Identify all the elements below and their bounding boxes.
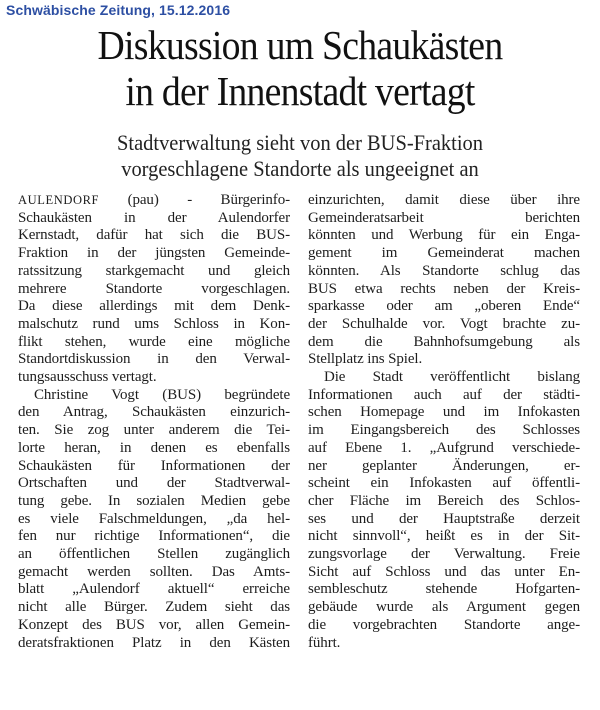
article-line: lorte heran, in denen es ebenfalls <box>18 439 290 456</box>
article-line: Gemeinderatsarbeit berichten <box>308 209 580 226</box>
article-line: schen Homepage und im Infokasten <box>308 404 580 421</box>
dateline: AULENDORF <box>18 193 100 207</box>
article-line: Da diese allerdings mit dem Denk- <box>18 298 290 315</box>
article-line: malschutz rund ums Schloss in Kon- <box>18 315 290 332</box>
article-line: gement im Gemeinderat machen <box>308 245 580 262</box>
article-line: die vorgebrachten Standorte ange- <box>308 616 580 633</box>
article-line: könnten. Als Standorte schlug das <box>308 262 580 279</box>
source-label: Schwäbische Zeitung, 15.12.2016 <box>6 2 231 18</box>
article-line: nicht alle Bürger. Zudem sieht das <box>18 599 290 616</box>
headline <box>24 22 576 114</box>
subheadline <box>21 130 579 182</box>
article-line: BUS etwa rechts neben der Kreis- <box>308 280 580 297</box>
article-line: Christine Vogt (BUS) begründete <box>34 386 290 403</box>
article-line: an öffentlichen Stellen zugänglich <box>18 546 290 563</box>
article-line: scheint ein Infokasten auf öffentli- <box>308 475 580 492</box>
article-line: einzurichten, damit diese über ihre <box>308 192 580 208</box>
article-column-right <box>308 192 580 652</box>
article-line: Ortschaften und der Stadtverwal- <box>18 475 290 492</box>
article-line: ten. Sie zog unter anderem die Tei- <box>18 422 290 439</box>
article-line: Schaukästen in der Aulendorfer <box>18 209 290 226</box>
article-line: ses und der Hauptstraße derzeit <box>308 510 580 527</box>
article-line: Sicht auf Schloss und das unter En- <box>308 563 580 580</box>
article-line <box>18 192 290 210</box>
headline-line: Diskussion um Schaukästen <box>97 22 503 68</box>
article-line: dem die Bahnhofsumgebung als <box>308 333 580 350</box>
headline-line: in der Innenstadt vertagt <box>125 68 475 114</box>
article-line: auf Ebene 1. „Aufgrund verschiede- <box>308 439 580 456</box>
article-line: tung gebe. In sozialen Medien gebe <box>18 492 290 509</box>
article-line: Fraktion in der jüngsten Gemeinde- <box>18 245 290 262</box>
article-line: nicht sinnvoll“, heißt es in der Sit- <box>308 528 580 545</box>
article-line: könnten und Werbung für ein Enga- <box>308 227 580 244</box>
subheadline-line: vorgeschlagene Standorte als ungeeignet an <box>121 156 479 181</box>
article-line: es viele Falschmeldungen, „da hel- <box>18 510 290 527</box>
article-line: blatt „Aulendorf aktuell“ erreiche <box>18 581 290 598</box>
article-line: gebäude wurde als Argument gegen <box>308 599 580 616</box>
article-line: Standortdiskussion in den Verwal- <box>18 351 290 368</box>
article-line: ner geplanter Änderungen, er- <box>308 457 580 474</box>
article-line: Die Stadt veröffentlicht bislang <box>324 369 580 386</box>
article-line: im Eingangsbereich des Schlosses <box>308 422 580 439</box>
article-line: tungsausschuss vertagt. <box>18 369 157 386</box>
article-line: Informationen auch auf der städti- <box>308 386 580 403</box>
article-line: deratsfraktionen Platz in den Kästen <box>18 634 290 651</box>
article-line: gemacht werden sollten. Das Amts- <box>18 563 290 580</box>
article-line: fen nur richtige Informationen“, die <box>18 528 290 545</box>
article-line: ratssitzung starkgemacht und gleich <box>18 262 290 279</box>
article-line-text: (pau) - Bürgerinfo- <box>99 192 290 208</box>
article-line: den Antrag, Schaukästen einzurich- <box>18 404 290 421</box>
article-line: führt. <box>308 634 341 651</box>
article-line: Stellplatz ins Spiel. <box>308 351 423 368</box>
article-line: cher Fläche im Bereich des Schlos- <box>308 492 580 509</box>
subheadline-line: Stadtverwaltung sieht von der BUS-Fraktion <box>117 130 483 155</box>
article-line: Konzept des BUS vor, allen Gemein- <box>18 616 290 633</box>
article-line: flikt stehen, wurde eine mögliche <box>18 333 290 350</box>
article-line: zungsvorlage der Verwaltung. Freie <box>308 546 580 563</box>
article-line: Schaukästen für Informationen der <box>18 457 290 474</box>
article-line: sembleschutz stehende Hofgarten- <box>308 581 580 598</box>
article-column-left <box>18 192 290 652</box>
article-line: Kernstadt, dafür hat sich die BUS- <box>18 227 290 244</box>
article-line: sparkasse oder am „oberen Ende“ <box>308 298 580 315</box>
article-line: der Schulhalde vor. Vogt brachte zu- <box>308 315 580 332</box>
article-line: mehrere Standorte vorgeschlagen. <box>18 280 290 297</box>
